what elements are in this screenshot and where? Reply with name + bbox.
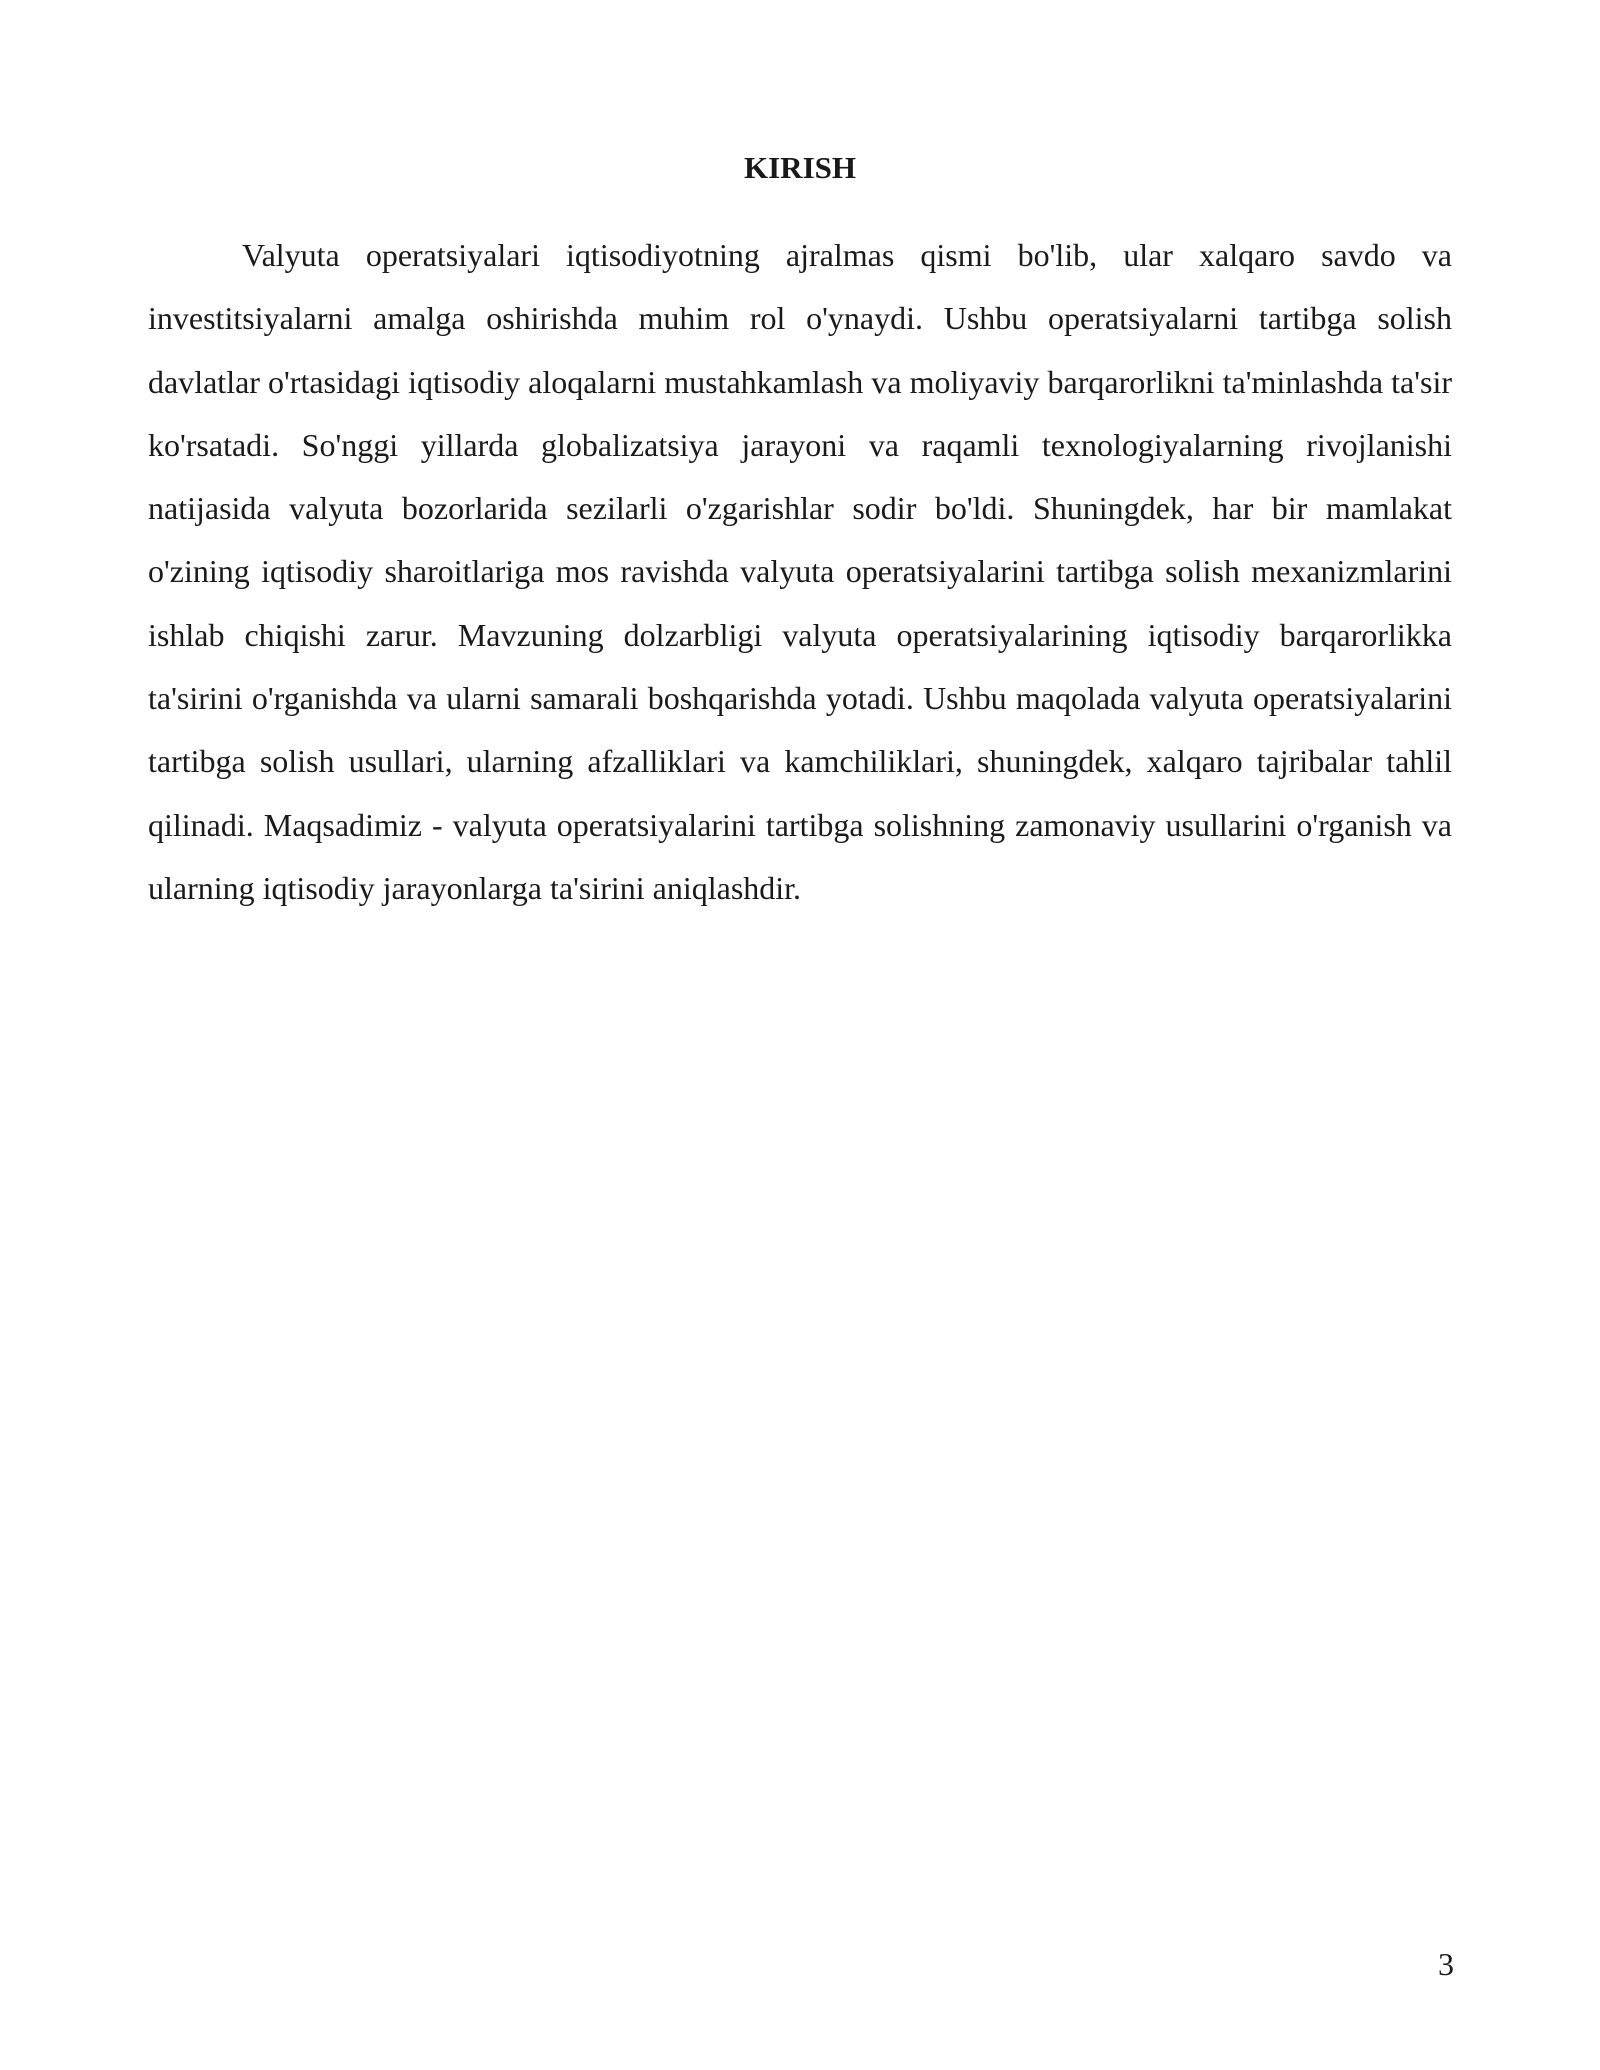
section-heading: KIRISH — [744, 150, 856, 185]
intro-paragraph: Valyuta operatsiyalari iqtisodiyotning ajralmas qismi bo'lib, ular xalqaro savdo va investitsiyalarni amalga oshirishda muhim rol o'ynaydi. Ushbu operatsiyalarni tartibga solish davlatlar o'rtasidagi iqtisodiy aloqalarni mustahkamlash va moliyaviy barqarorlikni ta'minlashda ta'sir ko'rsatadi. So'nggi yillarda globalizatsiya jarayoni va raqamli texnologiyalarning rivojlanishi natijasida valyuta bozorlarida sezilarli o'zgarishlar sodir bo'ldi. Shuningdek, har bir mamlakat o'zining iqtisodiy sharoitlariga mos ravishda valyuta operatsiyalarini tartibga solish mexanizmlarini ishlab chiqishi zarur. Mavzuning dolzarbligi valyuta operatsiyalarining iqtisodiy barqarorlikka ta'sirini o'rganishda va ularni samarali boshqarishda yotadi. Ushbu maqolada valyuta operatsiyalarini tartibga solish usullari, ularning afzalliklari va kamchiliklari, shuningdek, xalqaro tajribalar tahlil qilinadi. Maqsadimiz - valyuta operatsiyalarini tartibga solishning zamonaviy usullarini o'rganish va ularning iqtisodiy jarayonlarga ta'sirini aniqlashdir. — [148, 237, 1452, 906]
page-number: 3 — [1438, 1946, 1454, 1982]
